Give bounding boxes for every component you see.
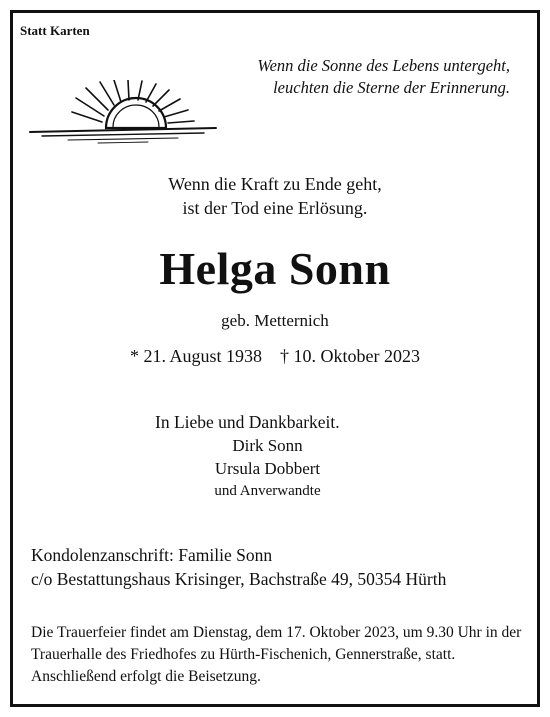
mourners-list bbox=[180, 434, 355, 502]
quote-line: leuchten die Sterne der Erinnerung. bbox=[273, 78, 510, 97]
condolence-line: c/o Bestattungshaus Krisinger, Bachstraße 49, 50354 Hürth bbox=[31, 569, 447, 589]
memorial-quote bbox=[210, 55, 510, 99]
mourner-name: Ursula Dobbert bbox=[214, 459, 321, 478]
funeral-notice: Die Trauerfeier findet am Dienstag, dem 17. Oktober 2023, um 9.30 Uhr in der Trauerhalle des Friedhofes zu Hürth-Fischenich, Gennerstraße, statt. Anschließend erfolgt die Beisetzung. bbox=[31, 624, 522, 685]
condolence-line: Kondolenzanschrift: Familie Sonn bbox=[31, 545, 273, 565]
condolence-address bbox=[31, 543, 446, 591]
birth-date: * 21. August 1938 bbox=[130, 346, 263, 366]
verse bbox=[13, 172, 537, 220]
life-dates bbox=[13, 344, 537, 368]
death-date: † 10. Oktober 2023 bbox=[280, 346, 420, 366]
mourner-name: Dirk Sonn bbox=[232, 436, 303, 455]
verse-line: ist der Tod eine Erlösung. bbox=[182, 198, 368, 218]
birth-name: geb. Metternich bbox=[221, 311, 329, 330]
quote-line: Wenn die Sonne des Lebens untergeht, bbox=[257, 56, 510, 75]
verse-line: Wenn die Kraft zu Ende geht, bbox=[168, 174, 382, 194]
header-label: Statt Karten bbox=[20, 23, 90, 38]
deceased-name: Helga Sonn bbox=[159, 243, 391, 294]
sunset-rays-icon bbox=[28, 80, 218, 144]
mourners-intro: In Liebe und Dankbarkeit. bbox=[155, 412, 340, 432]
mourner-relatives: und Anverwandte bbox=[214, 483, 321, 499]
